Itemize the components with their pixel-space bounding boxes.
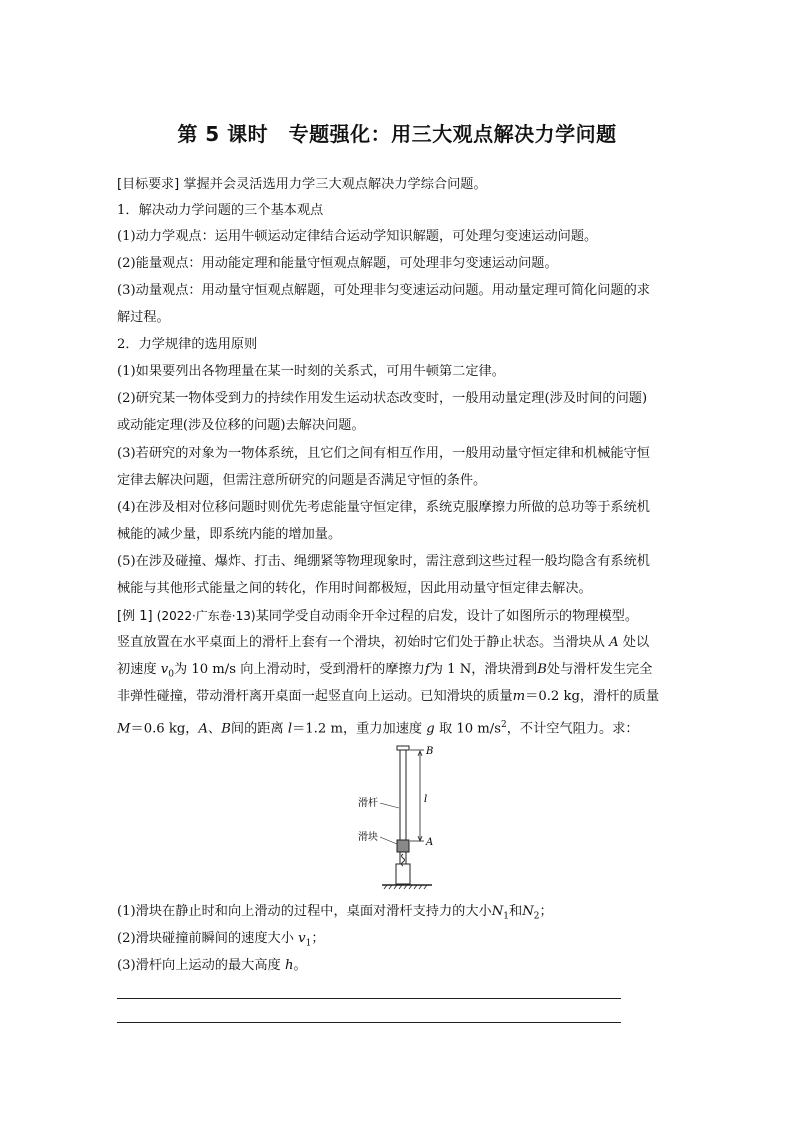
- example-text: 处以: [622, 635, 650, 650]
- example-source: (2022·广东卷·13): [156, 609, 256, 623]
- superscript: 2: [501, 720, 507, 730]
- slider-rod-figure: [350, 742, 460, 894]
- example-text: 竖直放置在水平桌面上的滑杆上套有一个滑块，初始时它们处于静止状态。当滑块从: [117, 635, 605, 650]
- section2-point2-line2: 或动能定理(涉及位移的问题)去解决问题。: [117, 418, 365, 433]
- goal-text: 掌握并会灵活选用力学三大观点解决力学综合问题。: [183, 177, 487, 192]
- question-text: (1)滑块在静止时和向上滑动的过程中，桌面对滑杆支持力的大小: [117, 904, 492, 919]
- section1-heading: 1．解决动力学问题的三个基本观点: [117, 203, 324, 218]
- symbol-f: f: [424, 662, 430, 677]
- base-stand: [396, 864, 410, 884]
- section2-point5-line1: (5)在涉及碰撞、爆炸、打击、绳绷紧等物理现象时，需注意到这些过程一般均隐含有系统机: [117, 554, 650, 569]
- label-rod: 滑杆: [358, 798, 378, 809]
- example-tag: [例 1]: [117, 609, 153, 624]
- section1-point3-line1: (3)动量观点：用动量守恒观点解题，可处理非匀变速运动问题。用动量定理可简化问题的求: [117, 283, 650, 298]
- question-text: (2)滑块碰撞前瞬间的速度大小: [117, 931, 294, 946]
- rod-top-cap: [397, 746, 409, 750]
- subscript: 1: [305, 938, 312, 949]
- symbol-B: B: [221, 721, 231, 737]
- example-text: ，不计空气阻力。求：: [506, 721, 639, 737]
- question-text: ；: [539, 904, 553, 919]
- question3: [117, 953, 682, 979]
- example-line4: [117, 684, 682, 710]
- symbol-v: v: [160, 662, 169, 677]
- example-text: 初速度: [117, 662, 157, 677]
- symbol-N: N: [491, 904, 504, 919]
- example-text: 为 10 m/s 向上滑动时，受到滑杆的摩擦力: [173, 662, 425, 677]
- example-text: 某同学受自动雨伞开伞过程的启发，设计了如图所示的物理模型。: [255, 609, 639, 624]
- symbol-M: M: [117, 721, 131, 737]
- example-text: ＝1.2 m，重力加速度: [292, 721, 423, 737]
- example-text: 取 10 m/s: [438, 721, 502, 737]
- symbol-l: l: [287, 721, 293, 737]
- symbol-B: B: [537, 662, 547, 677]
- example-line5: [117, 712, 682, 742]
- example-text: 非弹性碰撞，带动滑杆离开桌面一起竖直向上运动。已知滑块的质量: [117, 689, 513, 704]
- section2-point4-line2: 械能的减少量，即系统内能的增加量。: [117, 527, 342, 542]
- section2-point2-line1: (2)研究某一物体受到力的持续作用发生运动状态改变时，一般用动量定理(涉及时间的问题): [117, 391, 648, 406]
- goal-tag: [目标要求]: [117, 177, 180, 192]
- question-text: 和: [509, 904, 523, 919]
- section2-point1: (1)如果要列出各物理量在某一时刻的关系式，可用牛顿第二定律。: [117, 364, 505, 379]
- example-text: 、: [208, 721, 222, 737]
- learning-goal: [117, 172, 682, 198]
- section1-point1: (1)动力学观点：运用牛顿运动定律结合运动学知识解题，可处理匀变速运动问题。: [117, 229, 598, 244]
- section1-point2: (2)能量观点：用动能定理和能量守恒观点解题，可处理非匀变速运动问题。: [117, 256, 558, 271]
- subscript: 2: [533, 911, 540, 922]
- symbol-m: m: [512, 689, 526, 704]
- section2-heading: 2．力学规律的选用原则: [117, 337, 258, 352]
- section2-point3-line1: (3)若研究的对象为一物体系统，且它们之间有相互作用，一般用动量守恒定律和机械能守恒: [117, 446, 650, 461]
- symbol-h: h: [284, 958, 294, 973]
- question-text: (3)滑杆向上运动的最大高度: [117, 958, 281, 973]
- answer-line-2[interactable]: [117, 1022, 621, 1023]
- question-text: ；: [311, 931, 325, 946]
- section2-point5-line2: 械能与其他形式能量之间的转化，作用时间都极短，因此用动量守恒定律去解决。: [117, 581, 592, 596]
- example-text: 为 1 N，滑块滑到: [429, 662, 538, 677]
- label-B: B: [426, 746, 434, 757]
- label-block: 滑块: [358, 832, 378, 843]
- slider-block: [397, 840, 409, 852]
- rod-pointer: [380, 803, 399, 808]
- symbol-A: A: [609, 635, 619, 650]
- answer-line-1[interactable]: [117, 998, 621, 999]
- section1-point3-line2: 解过程。: [117, 310, 170, 325]
- symbol-g: g: [426, 721, 435, 737]
- section2-point4-line1: (4)在涉及相对位移问题时则优先考虑能量守恒定律，系统克服摩擦力所做的总功等于系统机: [117, 500, 650, 515]
- example-text: 间的距离: [230, 721, 284, 737]
- block-pointer: [380, 837, 397, 844]
- example-line2: [117, 630, 682, 656]
- symbol-A: A: [198, 721, 209, 737]
- example-text: ＝0.2 kg，滑杆的质量: [525, 689, 660, 704]
- question-text: 。: [293, 958, 307, 973]
- section2-point3-line2: 定律去解决问题，但需注意所研究的问题是否满足守恒的条件。: [117, 473, 487, 488]
- subscript: 0: [168, 669, 174, 680]
- example-text: ＝0.6 kg，: [130, 721, 199, 737]
- page-title: 第 5 课时 专题强化：用三大观点解决力学问题: [177, 122, 617, 146]
- example-line1: [117, 603, 682, 630]
- label-l: l: [424, 794, 428, 805]
- example-text: 处与滑杆发生完全: [546, 662, 653, 677]
- symbol-v: v: [298, 931, 306, 946]
- label-A: A: [426, 837, 434, 848]
- symbol-N: N: [522, 904, 534, 919]
- subscript: 1: [503, 911, 510, 922]
